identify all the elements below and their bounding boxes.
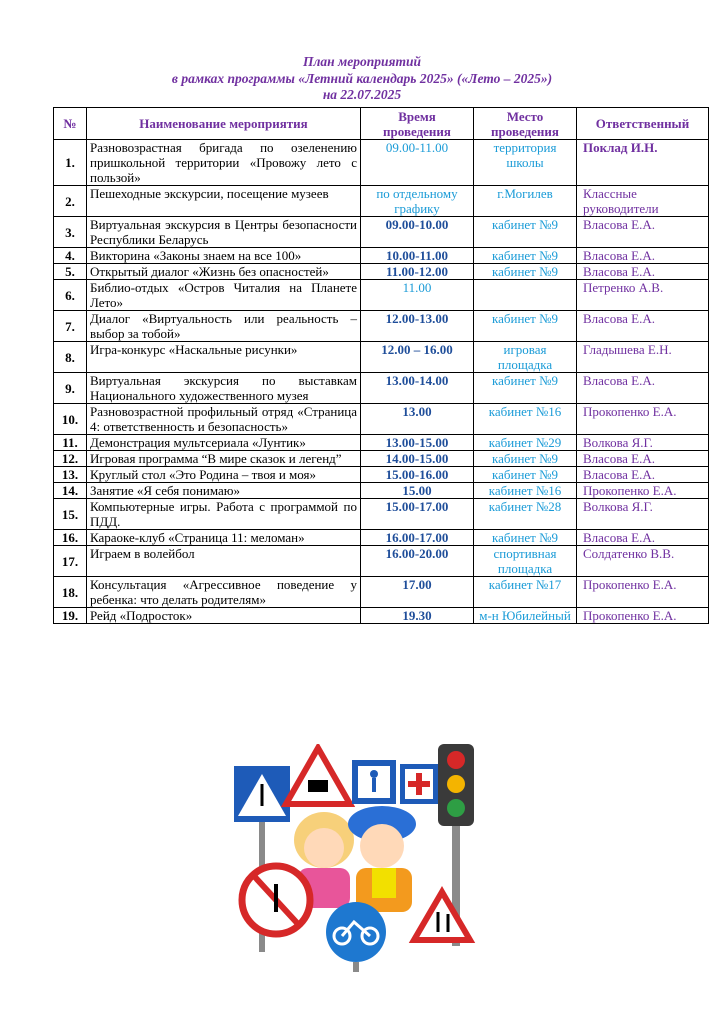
event-place <box>474 280 577 311</box>
event-name: Викторина «Законы знаем на все 100» <box>87 248 361 264</box>
bicycle-path-sign-icon <box>326 902 386 972</box>
event-place: кабинет №9 <box>474 248 577 264</box>
event-place: кабинет №9 <box>474 373 577 404</box>
event-name: Компьютерные игры. Работа с программой по ПДД. <box>87 499 361 530</box>
row-number: 11. <box>54 435 87 451</box>
event-time: по отдельному графику <box>361 186 474 217</box>
table-row <box>54 248 709 264</box>
first-aid-sign-icon <box>400 764 438 804</box>
event-place: кабинет №9 <box>474 451 577 467</box>
event-name: Круглый стол «Это Родина – твоя и моя» <box>87 467 361 483</box>
row-number: 8. <box>54 342 87 373</box>
no-pedestrians-sign-icon <box>242 866 310 934</box>
event-place: игровая площадка <box>474 342 577 373</box>
event-responsible: Власова Е.А. <box>577 530 709 546</box>
header-time: Время проведения <box>361 108 474 140</box>
event-responsible: Классные руководители <box>577 186 709 217</box>
event-name: Виртуальная экскурсия по выставкам Национального художественного музея <box>87 373 361 404</box>
event-place: кабинет №9 <box>474 217 577 248</box>
warning-triangle-sign-icon <box>286 748 350 804</box>
event-time: 13.00-15.00 <box>361 435 474 451</box>
event-responsible: Власова Е.А. <box>577 451 709 467</box>
row-number: 17. <box>54 546 87 577</box>
row-number: 12. <box>54 451 87 467</box>
event-responsible: Волкова Я.Г. <box>577 499 709 530</box>
event-name: Разновозрастная бригада по озеленению пришкольной территории «Провожу лето с пользой» <box>87 140 361 186</box>
event-responsible: Прокопенко Е.А. <box>577 577 709 608</box>
table-row <box>54 404 709 435</box>
event-place: г.Могилев <box>474 186 577 217</box>
children-crossing-sign-icon <box>414 892 470 940</box>
event-name: Караоке-клуб «Страница 11: меломан» <box>87 530 361 546</box>
event-name: Пешеходные экскурсии, посещение музеев <box>87 186 361 217</box>
event-time: 13.00-14.00 <box>361 373 474 404</box>
event-time: 12.00-13.00 <box>361 311 474 342</box>
event-place: территория школы <box>474 140 577 186</box>
event-place: спортивная площадка <box>474 546 577 577</box>
event-place: м-н Юбилейный <box>474 608 577 624</box>
event-time: 16.00-17.00 <box>361 530 474 546</box>
event-place: кабинет №28 <box>474 499 577 530</box>
event-place: кабинет №9 <box>474 311 577 342</box>
event-name: Игра-конкурс «Наскальные рисунки» <box>87 342 361 373</box>
row-number: 2. <box>54 186 87 217</box>
event-responsible: Власова Е.А. <box>577 311 709 342</box>
row-number: 9. <box>54 373 87 404</box>
event-responsible: Солдатенко В.В. <box>577 546 709 577</box>
event-responsible: Поклад И.Н. <box>577 140 709 186</box>
event-responsible: Власова Е.А. <box>577 217 709 248</box>
event-name: Разновозрастной профильный отряд «Страница 4: ответственность и безопасность» <box>87 404 361 435</box>
event-time: 11.00 <box>361 280 474 311</box>
event-name: Рейд «Подросток» <box>87 608 361 624</box>
row-number: 13. <box>54 467 87 483</box>
traffic-safety-illustration <box>232 744 494 972</box>
event-time: 09.00-11.00 <box>361 140 474 186</box>
event-name: Играем в волейбол <box>87 546 361 577</box>
row-number: 16. <box>54 530 87 546</box>
event-time: 12.00 – 16.00 <box>361 342 474 373</box>
event-place: кабинет №9 <box>474 467 577 483</box>
event-time: 15.00-17.00 <box>361 499 474 530</box>
event-responsible: Прокопенко Е.А. <box>577 483 709 499</box>
table-row <box>54 530 709 546</box>
row-number: 5. <box>54 264 87 280</box>
event-name: Демонстрация мультсериала «Лунтик» <box>87 435 361 451</box>
header-place: Место проведения <box>474 108 577 140</box>
row-number: 10. <box>54 404 87 435</box>
row-number: 19. <box>54 608 87 624</box>
event-time: 13.00 <box>361 404 474 435</box>
event-responsible: Волкова Я.Г. <box>577 435 709 451</box>
events-table <box>53 107 709 624</box>
table-row <box>54 373 709 404</box>
table-row <box>54 467 709 483</box>
table-row <box>54 264 709 280</box>
table-row <box>54 608 709 624</box>
event-responsible: Петренко А.В. <box>577 280 709 311</box>
row-number: 1. <box>54 140 87 186</box>
table-row <box>54 140 709 186</box>
row-number: 4. <box>54 248 87 264</box>
plan-subtitle: в рамках программы «Летний календарь 2025» («Лето – 2025») <box>171 71 553 86</box>
table-row <box>54 577 709 608</box>
table-header-row <box>54 108 709 140</box>
event-responsible: Власова Е.А. <box>577 373 709 404</box>
row-number: 15. <box>54 499 87 530</box>
pedestrian-zone-sign-icon <box>352 760 396 804</box>
event-responsible: Гладышева Е.Н. <box>577 342 709 373</box>
event-name: Виртуальная экскурсия в Центры безопасности Республики Беларусь <box>87 217 361 248</box>
event-responsible: Власова Е.А. <box>577 467 709 483</box>
event-name: Занятие «Я себя понимаю» <box>87 483 361 499</box>
plan-title: План мероприятий <box>302 54 422 69</box>
event-time: 10.00-11.00 <box>361 248 474 264</box>
table-body <box>54 140 709 624</box>
table-row <box>54 546 709 577</box>
table-row <box>54 451 709 467</box>
header-responsible: Ответственный <box>577 108 709 140</box>
event-time: 17.00 <box>361 577 474 608</box>
event-place: кабинет №16 <box>474 483 577 499</box>
event-time: 11.00-12.00 <box>361 264 474 280</box>
row-number: 18. <box>54 577 87 608</box>
table-row <box>54 311 709 342</box>
table-row <box>54 483 709 499</box>
event-name: Консультация «Агрессивное поведение у ребенка: что делать родителям» <box>87 577 361 608</box>
event-time: 19.30 <box>361 608 474 624</box>
event-place: кабинет №17 <box>474 577 577 608</box>
table-row <box>54 280 709 311</box>
event-place: кабинет №29 <box>474 435 577 451</box>
row-number: 7. <box>54 311 87 342</box>
event-time: 16.00-20.00 <box>361 546 474 577</box>
table-row <box>54 186 709 217</box>
event-responsible: Власова Е.А. <box>577 264 709 280</box>
row-number: 14. <box>54 483 87 499</box>
event-place: кабинет №16 <box>474 404 577 435</box>
row-number: 6. <box>54 280 87 311</box>
event-name: Диалог «Виртуальность или реальность – выбор за тобой» <box>87 311 361 342</box>
table-row <box>54 435 709 451</box>
table-row <box>54 217 709 248</box>
event-responsible: Прокопенко Е.А. <box>577 608 709 624</box>
event-name: Игровая программа “В мире сказок и легенд” <box>87 451 361 467</box>
event-responsible: Прокопенко Е.А. <box>577 404 709 435</box>
row-number: 3. <box>54 217 87 248</box>
header-num: № <box>54 108 87 140</box>
plan-date: на 22.07.2025 <box>322 87 402 102</box>
event-time: 09.00-10.00 <box>361 217 474 248</box>
event-place: кабинет №9 <box>474 530 577 546</box>
event-place: кабинет №9 <box>474 264 577 280</box>
event-time: 15.00-16.00 <box>361 467 474 483</box>
header-name: Наименование мероприятия <box>87 108 361 140</box>
table-row <box>54 342 709 373</box>
table-row <box>54 499 709 530</box>
event-name: Библио-отдых «Остров Читалия на Планете Лето» <box>87 280 361 311</box>
event-time: 14.00-15.00 <box>361 451 474 467</box>
event-responsible: Власова Е.А. <box>577 248 709 264</box>
event-time: 15.00 <box>361 483 474 499</box>
event-name: Открытый диалог «Жизнь без опасностей» <box>87 264 361 280</box>
